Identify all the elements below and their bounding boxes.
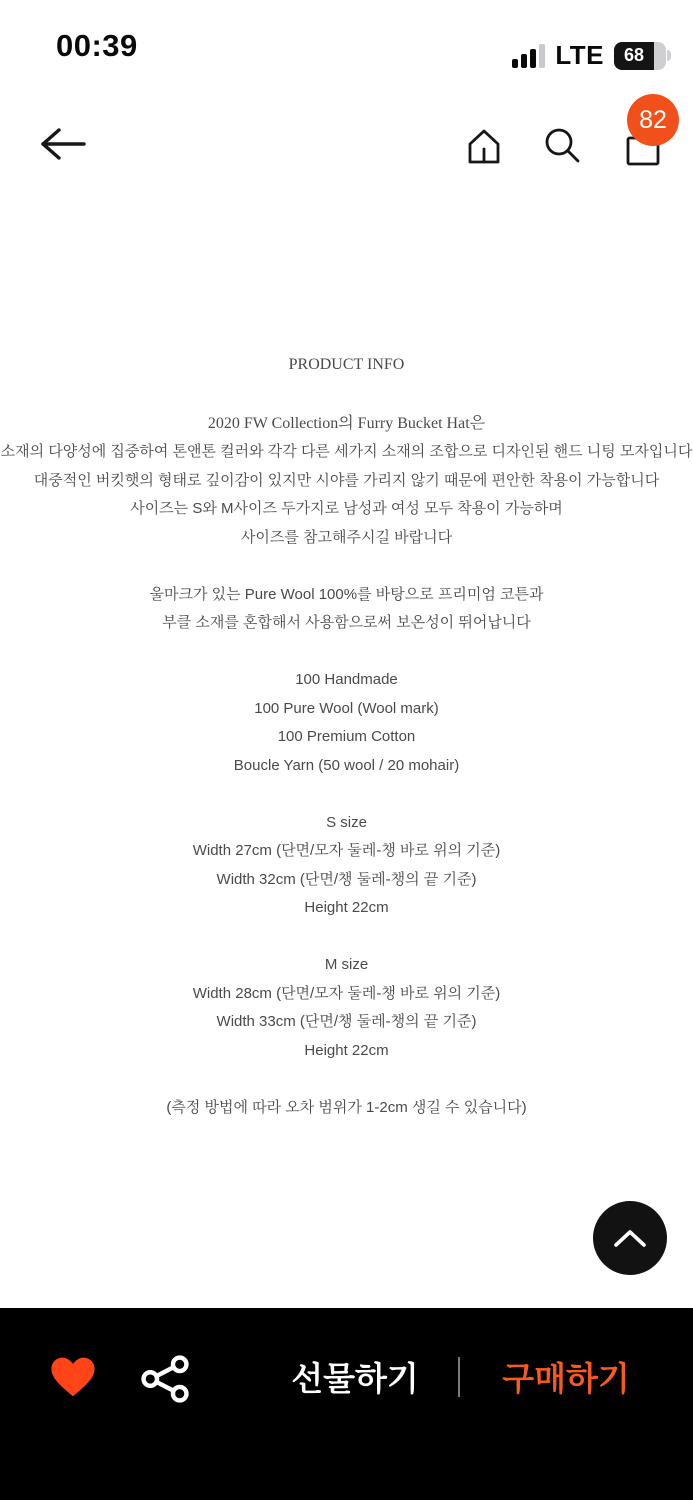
heart-icon — [50, 1356, 96, 1398]
size-m-line: Width 28cm (단면/모자 둘레-챙 바로 위의 기준) — [192, 984, 501, 1002]
size-s-line: Width 32cm (단면/챙 둘레-챙의 끝 기준) — [216, 870, 477, 888]
bottom-bar-row — [0, 1348, 693, 1408]
measurement-note: (측정 방법에 따라 오차 범위가 1-2cm 생길 수 있습니다) — [166, 1098, 527, 1116]
network-type-label: LTE — [555, 40, 604, 70]
like-button[interactable] — [50, 1356, 96, 1401]
product-info-title: PRODUCT INFO — [288, 356, 405, 373]
description-line: 사이즈는 S와 M사이즈 두가지로 남성과 여성 모두 착용이 가능하며 — [130, 500, 563, 517]
chevron-up-icon — [611, 1227, 649, 1249]
buy-button[interactable]: 구매하기 — [470, 1348, 662, 1404]
share-button[interactable] — [140, 1354, 190, 1407]
description-line: 소재의 다양성에 집중하여 톤앤톤 컬러와 각각 다른 세가지 소재의 조합으로 디자인된 핸드 니팅 모자입니다 — [0, 443, 693, 460]
material-line: 울마크가 있는 Pure Wool 100%를 바탕으로 프리미엄 코튼과 — [149, 585, 544, 603]
share-icon — [140, 1354, 190, 1404]
spec-line: 100 Premium Cotton — [277, 728, 416, 745]
size-m-header: M size — [324, 956, 369, 973]
bar-divider — [458, 1357, 460, 1397]
battery-percent: 68 — [614, 42, 654, 70]
description-line: 대중적인 버킷햇의 형태로 깊이감이 있지만 시야를 가리지 않기 때문에 편안한 착용이 가능합니다 — [33, 471, 660, 489]
spec-line: 100 Handmade — [295, 671, 398, 688]
size-s-header: S size — [326, 813, 367, 831]
cart-badge[interactable]: 82 — [627, 94, 679, 146]
size-s-line: Width 27cm (단면/모자 둘레-챙 바로 위의 기준) — [192, 842, 501, 859]
scroll-to-top-button[interactable] — [593, 1201, 667, 1275]
material-line: 부클 소재를 혼합해서 사용함으로써 보온성이 뛰어납니다 — [162, 614, 531, 631]
size-m-line: Height 22cm — [304, 1041, 389, 1059]
description-line: 사이즈를 참고해주시길 바랍니다 — [240, 528, 453, 546]
gift-button[interactable]: 선물하기 — [255, 1348, 455, 1404]
spec-line: 100 Pure Wool (Wool mark) — [254, 699, 439, 717]
size-s-line: Height 22cm — [304, 899, 389, 916]
spec-line: Boucle Yarn (50 wool / 20 mohair) — [233, 756, 460, 774]
clock: 00:39 — [56, 28, 138, 63]
bottom-action-bar — [0, 1308, 693, 1500]
size-m-line: Width 33cm (단면/챙 둘레-챙의 끝 기준) — [216, 1013, 477, 1030]
product-subtitle: 2020 FW Collection의 Furry Bucket Hat은 — [207, 414, 486, 432]
